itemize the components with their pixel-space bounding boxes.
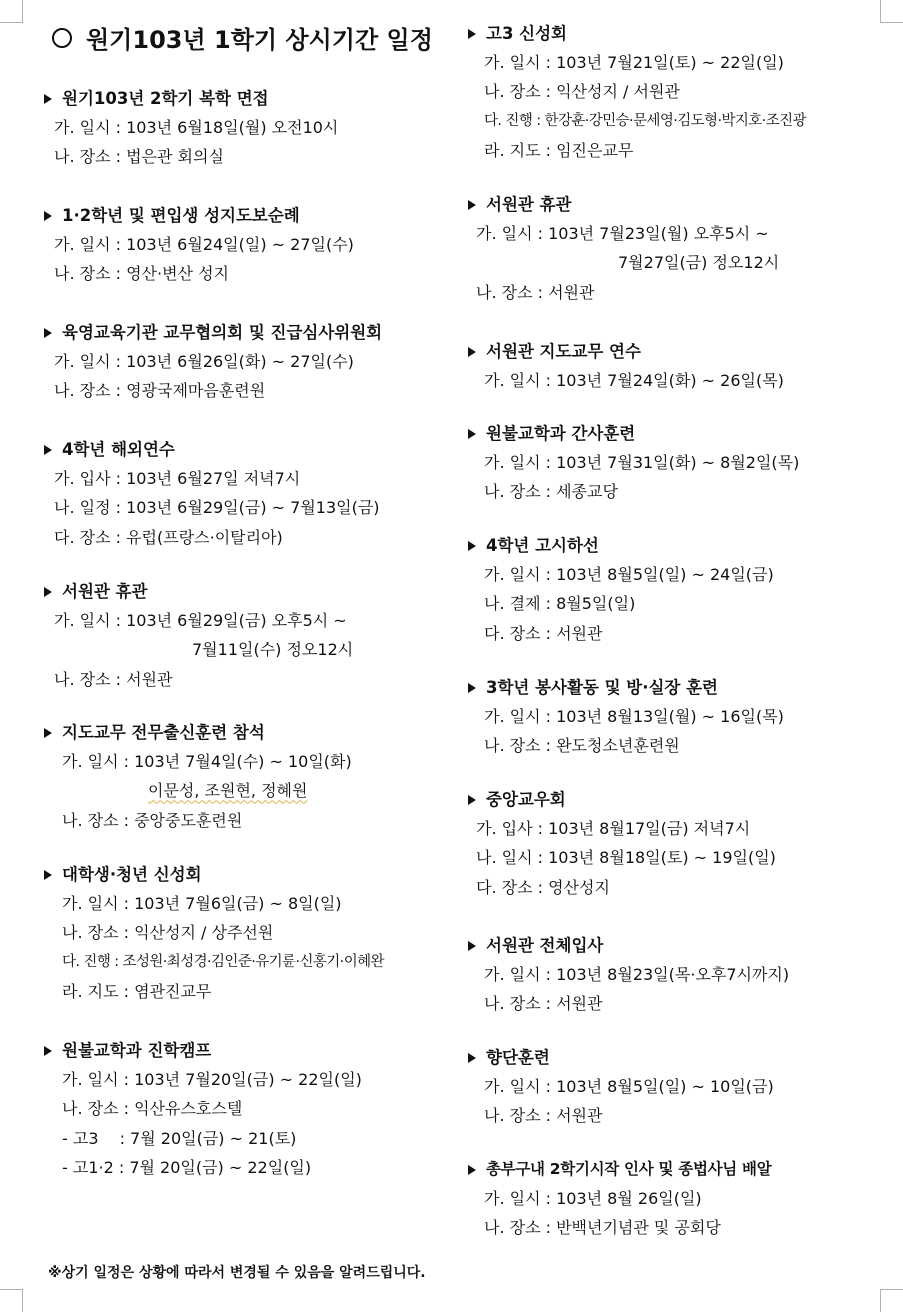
schedule-item [466,673,784,761]
item-line: 라. 지도 : 임진은교무 [484,140,634,160]
item-line: - 고3 : 7월 20일(금) ~ 21(토) [62,1128,297,1148]
schedule-item [42,1036,362,1182]
item-line: 나. 장소 : 익산성지 / 상주선원 [62,923,274,943]
item-line-continuation: 7월27일(금) 정오12시 [618,253,780,273]
schedule-item [466,419,799,507]
item-line: 가. 일시 : 103년 8월 26일(일) [484,1189,702,1208]
item-heading: 지도교무 전무출신훈련 참석 [42,718,352,747]
item-line: 나. 장소 : 중앙중도훈련원 [62,810,243,830]
item-line-continuation: 이문성, 조원현, 정혜원 [148,781,308,801]
item-line: 나. 일정 : 103년 6월29일(금) ~ 7월13일(금) [54,498,380,518]
schedule-item [42,84,338,172]
triangle-bullet-icon [468,1053,476,1063]
triangle-bullet-icon [468,200,476,210]
schedule-item [466,19,806,165]
triangle-bullet-icon [44,211,52,221]
item-line: 나. 장소 : 익산유스호스텔 [62,1099,243,1119]
triangle-bullet-icon [468,941,476,951]
item-heading: 4학년 고시하선 [466,531,774,560]
item-line: 가. 일시 : 103년 8월23일(목·오후7시까지) [484,965,790,984]
item-line: 나. 장소 : 영광국제마음훈련원 [54,381,266,401]
item-line: 다. 진행 : 한강훈·강민승·문세영·김도형·박지호·조진광 [484,112,806,129]
document-title [52,20,433,55]
crop-mark-top-left [0,0,23,23]
schedule-item [42,318,382,406]
item-line: 나. 장소 : 서원관 [476,282,595,302]
item-line: 다. 장소 : 서원관 [484,623,603,643]
item-line: 나. 장소 : 완도청소년훈련원 [484,736,680,756]
triangle-bullet-icon [468,1165,476,1175]
schedule-item [42,201,354,289]
item-line: 가. 일시 : 103년 8월5일(일) ~ 10일(금) [484,1077,774,1096]
item-line: 나. 결제 : 8월5일(일) [484,594,636,614]
item-line: 가. 일시 : 103년 6월18일(월) 오전10시 [54,118,339,137]
item-heading: 서원관 휴관 [466,190,779,219]
item-heading: 원불교학과 간사훈련 [466,419,799,448]
crop-mark-bottom-right [880,1289,903,1312]
schedule-item [466,785,776,902]
item-heading: 고3 신성회 [466,19,806,48]
item-heading: 1·2학년 및 편입생 성지도보순례 [42,201,354,230]
triangle-bullet-icon [44,728,52,738]
item-line: 가. 일시 : 103년 7월20일(금) ~ 22일(일) [62,1070,362,1089]
schedule-item [42,435,380,552]
triangle-bullet-icon [44,1046,52,1056]
item-heading: 서원관 지도교무 연수 [466,337,784,366]
item-line: 가. 일시 : 103년 7월6일(금) ~ 8일(일) [62,894,342,913]
circle-icon [52,28,72,48]
item-heading: 육영교육기관 교무협의회 및 진급심사위원회 [42,318,382,347]
item-line: 가. 일시 : 103년 7월4일(수) ~ 10일(화) [62,752,352,771]
item-line: 가. 일시 : 103년 8월5일(일) ~ 24일(금) [484,565,774,584]
item-heading: 서원관 전체입사 [466,931,789,960]
triangle-bullet-icon [44,870,52,880]
item-heading: 중앙교우회 [466,785,776,814]
item-line-continuation: 7월11일(수) 정오12시 [192,640,354,660]
schedule-item [42,860,384,1006]
item-line: 나. 장소 : 익산성지 / 서원관 [484,82,680,102]
schedule-item [466,1155,771,1243]
item-line: 나. 장소 : 세종교당 [484,482,618,502]
triangle-bullet-icon [44,328,52,338]
item-line: 나. 장소 : 서원관 [484,1106,603,1126]
item-heading: 서원관 휴관 [42,577,353,606]
triangle-bullet-icon [468,29,476,39]
item-line: 다. 진행 : 조성원·최성경·김인준·유기륜·신홍기·이혜완 [62,953,384,970]
item-heading: 3학년 봉사활동 및 방·실장 훈련 [466,673,784,702]
schedule-item [42,577,353,694]
item-line: 나. 장소 : 법은관 회의실 [54,147,224,167]
item-line: 가. 입사 : 103년 6월27일 저녁7시 [54,469,301,488]
footer-note: ※상기 일정은 상황에 따라서 변경될 수 있음을 알려드립니다. [48,1265,426,1281]
triangle-bullet-icon [468,429,476,439]
item-line: 나. 일시 : 103년 8월18일(토) ~ 19일(일) [476,848,776,868]
triangle-bullet-icon [44,445,52,455]
document-title-text: 원기103년 1학기 상시기간 일정 [86,26,433,54]
item-line: - 고1·2 : 7월 20일(금) ~ 22일(일) [62,1157,312,1177]
schedule-item [466,931,789,1019]
item-line: 나. 장소 : 서원관 [484,994,603,1014]
triangle-bullet-icon [468,347,476,357]
triangle-bullet-icon [468,683,476,693]
schedule-item [466,1043,774,1131]
item-line: 나. 장소 : 서원관 [54,669,173,689]
item-line: 가. 일시 : 103년 6월24일(일) ~ 27일(수) [54,235,354,254]
crop-mark-top-right [880,0,903,23]
schedule-item [466,337,784,395]
schedule-item [466,190,779,307]
item-line: 가. 일시 : 103년 6월26일(화) ~ 27일(수) [54,352,354,371]
triangle-bullet-icon [44,587,52,597]
item-line: 나. 장소 : 영산·변산 성지 [54,264,230,284]
item-line: 나. 장소 : 반백년기념관 및 공회당 [484,1218,721,1238]
item-line: 가. 일시 : 103년 7월23일(월) 오후5시 ~ [476,224,769,243]
item-line: 다. 장소 : 유럽(프랑스·이탈리아) [54,527,283,547]
triangle-bullet-icon [468,541,476,551]
triangle-bullet-icon [468,795,476,805]
item-line: 가. 일시 : 103년 7월31일(화) ~ 8월2일(목) [484,453,800,472]
item-line: 가. 일시 : 103년 7월21일(토) ~ 22일(일) [484,53,784,72]
item-line: 가. 입사 : 103년 8월17일(금) 저녁7시 [476,819,751,838]
item-heading: 총부구내 2학기시작 인사 및 종법사님 배알 [466,1155,771,1184]
item-heading: 향단훈련 [466,1043,774,1072]
crop-mark-bottom-left [0,1289,23,1312]
schedule-item [466,531,774,648]
item-line: 가. 일시 : 103년 7월24일(화) ~ 26일(목) [484,371,784,390]
item-heading: 원기103년 2학기 복학 면접 [42,84,338,113]
schedule-item [42,718,352,835]
item-heading: 대학생·청년 신성회 [42,860,384,889]
triangle-bullet-icon [44,94,52,104]
item-line: 다. 장소 : 영산성지 [476,877,610,897]
item-line: 가. 일시 : 103년 6월29일(금) 오후5시 ~ [54,611,347,630]
item-line: 가. 일시 : 103년 8월13일(월) ~ 16일(목) [484,707,784,726]
item-heading: 원불교학과 진학캠프 [42,1036,362,1065]
item-line: 라. 지도 : 염관진교무 [62,981,212,1001]
item-heading: 4학년 해외연수 [42,435,380,464]
